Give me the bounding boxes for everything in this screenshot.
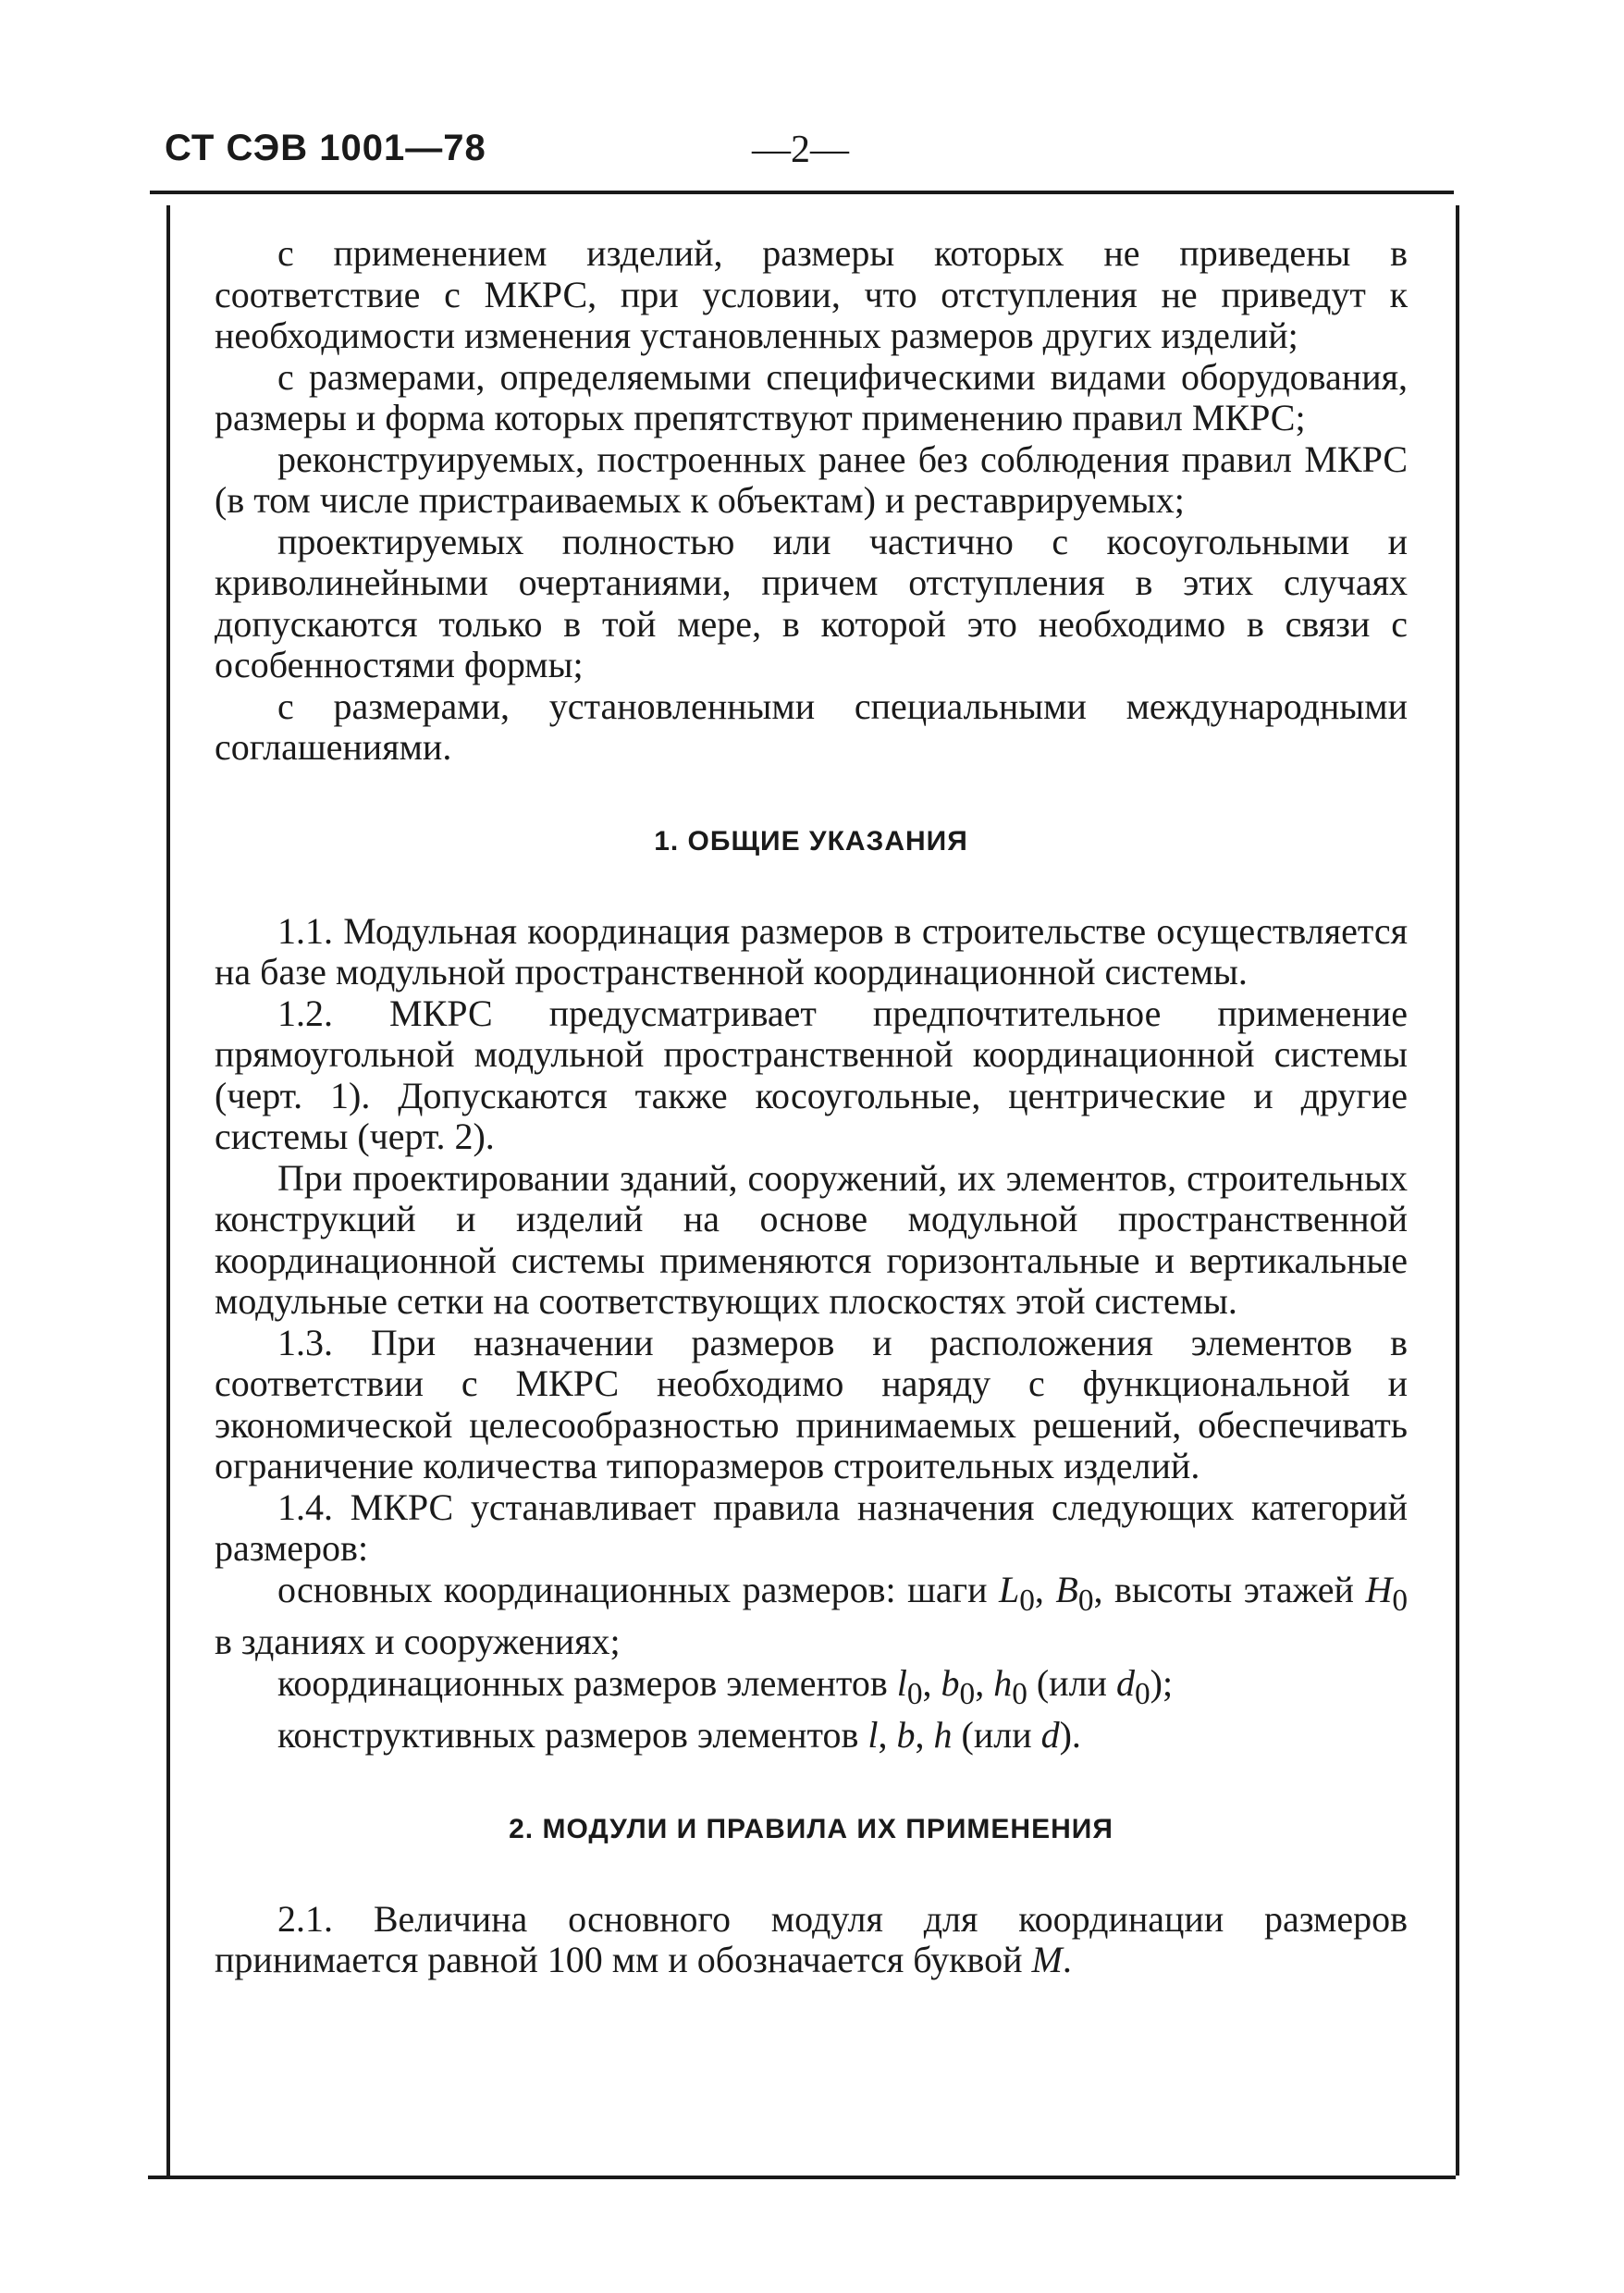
- paragraph-1-2: 1.2. МКРС предусматривает предпочтительное применение прямоугольной модульной пространственной координационной системы (черт. 1). Допускаются также косоугольные, центрические и другие системы (черт. 2).: [215, 992, 1408, 1157]
- list-item-construct-sizes: конструктивных размеров элементов l, b, h (или d).: [277, 1714, 1081, 1756]
- frame-left-border: [166, 205, 170, 2176]
- section-heading-modules: 2. МОДУЛИ И ПРАВИЛА ИХ ПРИМЕНЕНИЯ: [509, 1813, 1113, 1844]
- intro-paragraph: с размерами, определяемыми специфическими видами оборудования, размеры и форма которых препятствуют применению правил МКРС;: [215, 355, 1408, 438]
- paragraph-1-3: 1.3. При назначении размеров и расположения элементов в соответствии с МКРС необходимо наряду с функциональной и экономической целесообразностью принимаемых решений, обеспечивать ограничение количества типоразмеров строительных изделий.: [215, 1321, 1408, 1486]
- page-number: —2—: [752, 129, 849, 171]
- section-heading-general: 1. ОБЩИЕ УКАЗАНИЯ: [654, 825, 968, 857]
- list-item-element-sizes: координационных размеров элементов $l_0$, $b_0$, $h_0$ (или $d_0$);: [277, 1661, 1174, 1711]
- intro-paragraph: с применением изделий, размеры которых не приведены в соответствие с МКРС, при условии, что отступления не приведут к необходимости изменения установленных размеров других изделий;: [215, 232, 1408, 356]
- intro-paragraph: реконструируемых, построенных ранее без соблюдения правил МКРС (в том числе пристраиваемых к объектам) и реставрируемых;: [215, 438, 1408, 521]
- paragraph-1-4: 1.4. МКРС устанавливает правила назначения следующих категорий размеров:: [215, 1486, 1408, 1569]
- frame-right-border: [1456, 205, 1459, 2176]
- page-header: [165, 128, 1459, 183]
- header-rule: [150, 191, 1454, 194]
- paragraph-1-2-continued: При проектировании зданий, сооружений, их элементов, строительных конструкций и изделий на основе модульной пространственной координационной системы применяются горизонтальные и вертикальные модульные сетки на соответствующих плоскостях этой системы.: [215, 1156, 1408, 1322]
- intro-paragraph: проектируемых полностью или частично с косоугольными и криволинейными очертаниями, причем отступления в этих случаях допускаются только в той мере, в которой это необходимо в связи с особенностями формы;: [215, 520, 1408, 685]
- intro-paragraph: с размерами, установленными специальными международными соглашениями.: [215, 684, 1408, 768]
- paragraph-1-1: 1.1. Модульная координация размеров в строительстве осуществляется на базе модульной пространственной координационной системы.: [215, 909, 1408, 992]
- standard-code: СТ СЭВ 1001—78: [165, 128, 486, 168]
- list-item-basic-sizes: основных координационных размеров: шаги $L_0$, $B_0$, высоты этажей $H_0$ в зданиях и сооружениях;: [215, 1568, 1408, 1662]
- paragraph-2-1: 2.1. Величина основного модуля для координации размеров принимается равной 100 мм и обозначается буквой M.: [215, 1897, 1408, 1980]
- footer-rule: [148, 2176, 1456, 2179]
- document-body: [215, 233, 1408, 1981]
